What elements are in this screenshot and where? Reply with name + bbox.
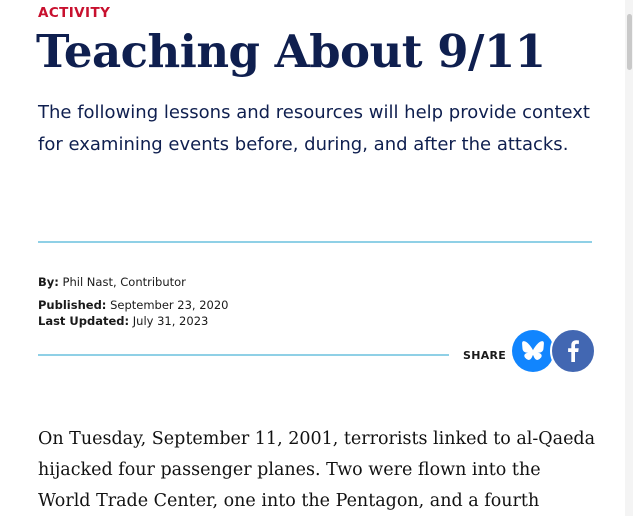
scrollbar[interactable]	[625, 0, 633, 516]
bluesky-share-button[interactable]	[512, 330, 554, 372]
share-divider	[38, 354, 449, 356]
published-date	[38, 298, 229, 312]
bluesky-icon	[522, 341, 544, 361]
author-name[interactable]: Phil Nast, Contributor	[62, 275, 186, 289]
article-category[interactable]: ACTIVITY	[38, 5, 111, 21]
facebook-icon	[567, 340, 579, 362]
published-value: September 23, 2020	[110, 298, 229, 312]
share-label: SHARE	[463, 349, 507, 362]
updated-date	[38, 314, 208, 328]
scrollbar-thumb[interactable]	[627, 14, 632, 70]
page-title: Teaching About 9/11	[36, 25, 546, 78]
byline	[38, 275, 186, 289]
divider	[38, 241, 592, 243]
byline-label: By:	[38, 275, 59, 289]
facebook-share-button[interactable]	[550, 328, 596, 374]
article-intro: The following lessons and resources will help provide context for examining events before, during, and after the attacks.	[38, 102, 590, 155]
published-label: Published:	[38, 298, 107, 312]
article-body-paragraph: On Tuesday, September 11, 2001, terrorists linked to al-Qaeda hijacked four passenger planes. Two were flown into the World Trade Center, one into the Pentagon, and a fourth	[38, 429, 596, 511]
updated-value: July 31, 2023	[132, 314, 209, 328]
updated-label: Last Updated:	[38, 314, 130, 328]
